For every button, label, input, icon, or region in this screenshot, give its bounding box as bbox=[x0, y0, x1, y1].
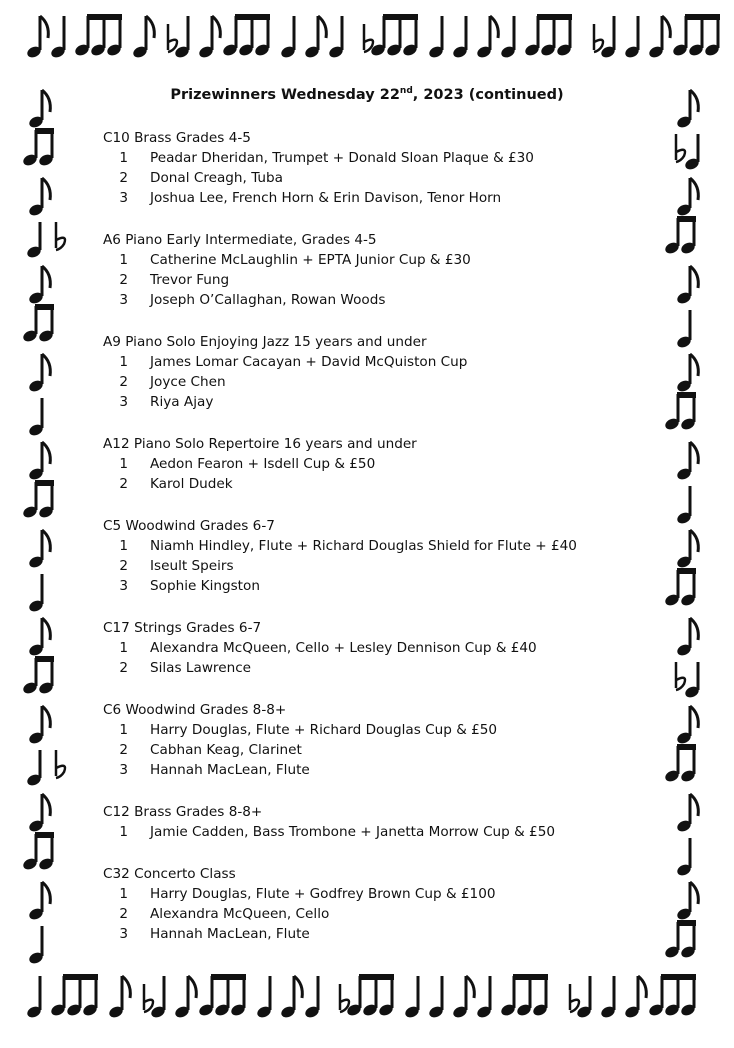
prize-winner: Peadar Dheridan, Trumpet + Donald Sloan Plaque & £30 bbox=[150, 150, 534, 166]
prize-winner: Donal Creagh, Tuba bbox=[150, 170, 284, 186]
class-section bbox=[103, 864, 663, 944]
class-heading: C5 Woodwind Grades 6-7 bbox=[103, 518, 275, 534]
prize-row bbox=[103, 760, 663, 780]
prize-row bbox=[103, 148, 663, 168]
prize-rank: 2 bbox=[119, 742, 128, 758]
prize-row bbox=[103, 250, 663, 270]
prize-row bbox=[103, 188, 663, 208]
prize-row bbox=[103, 270, 663, 290]
bottom-border-notes bbox=[26, 974, 697, 1019]
prize-row bbox=[103, 822, 663, 842]
prize-winner: Joseph O’Callaghan, Rowan Woods bbox=[150, 292, 386, 308]
class-heading: A12 Piano Solo Repertoire 16 years and under bbox=[103, 436, 417, 452]
prize-row bbox=[103, 536, 663, 556]
prize-rank: 1 bbox=[119, 252, 128, 268]
prize-row bbox=[103, 904, 663, 924]
prize-row bbox=[103, 290, 663, 310]
prize-rank: 1 bbox=[119, 150, 128, 166]
prize-winner: Harry Douglas, Flute + Richard Douglas Cup & £50 bbox=[150, 722, 498, 738]
prize-rank: 2 bbox=[119, 906, 128, 922]
prize-winner: Hannah MacLean, Flute bbox=[150, 762, 310, 778]
class-section bbox=[103, 434, 663, 494]
prize-row bbox=[103, 474, 663, 494]
prize-rank: 2 bbox=[119, 476, 128, 492]
class-section bbox=[103, 802, 663, 842]
prize-rank: 3 bbox=[119, 926, 128, 942]
class-heading: C32 Concerto Class bbox=[103, 866, 236, 882]
prize-rank: 1 bbox=[119, 722, 128, 738]
right-border-notes bbox=[664, 90, 701, 959]
class-heading: C10 Brass Grades 4-5 bbox=[103, 130, 251, 146]
prize-rank: 3 bbox=[119, 394, 128, 410]
prize-winner: Catherine McLaughlin + EPTA Junior Cup & £30 bbox=[150, 252, 471, 268]
class-section bbox=[103, 332, 663, 412]
title-text: Prizewinners Wednesday 22 bbox=[170, 86, 400, 103]
class-section bbox=[103, 128, 663, 208]
page-title bbox=[0, 86, 734, 103]
prize-row bbox=[103, 658, 663, 678]
prize-winner: Riya Ajay bbox=[150, 394, 214, 410]
prize-winner: Hannah MacLean, Flute bbox=[150, 926, 310, 942]
prize-winner: Cabhan Keag, Clarinet bbox=[150, 742, 302, 758]
prize-rank: 3 bbox=[119, 292, 128, 308]
class-section bbox=[103, 618, 663, 678]
prize-row bbox=[103, 556, 663, 576]
prize-row bbox=[103, 576, 663, 596]
top-border-notes bbox=[26, 14, 721, 59]
class-section bbox=[103, 230, 663, 310]
prize-rank: 1 bbox=[119, 640, 128, 656]
prize-winner: Iseult Speirs bbox=[150, 558, 234, 574]
prize-winner: Silas Lawrence bbox=[150, 660, 252, 676]
class-section bbox=[103, 516, 663, 596]
prize-rank: 1 bbox=[119, 456, 128, 472]
prize-row bbox=[103, 924, 663, 944]
prize-rank: 2 bbox=[119, 374, 128, 390]
prize-rank: 3 bbox=[119, 190, 128, 206]
prize-rank: 1 bbox=[119, 886, 128, 902]
prize-winner: Joyce Chen bbox=[150, 374, 226, 390]
prize-rank: 1 bbox=[119, 538, 128, 554]
prize-winner: Aedon Fearon + Isdell Cup & £50 bbox=[150, 456, 376, 472]
prize-winner: Harry Douglas, Flute + Godfrey Brown Cup & £100 bbox=[150, 886, 496, 902]
prize-rank: 2 bbox=[119, 272, 128, 288]
prize-rank: 2 bbox=[119, 170, 128, 186]
prize-row bbox=[103, 352, 663, 372]
prize-rank: 3 bbox=[119, 762, 128, 778]
prize-winner: Joshua Lee, French Horn & Erin Davison, Tenor Horn bbox=[150, 190, 502, 206]
class-heading: C12 Brass Grades 8-8+ bbox=[103, 804, 263, 820]
prize-row bbox=[103, 884, 663, 904]
prize-winner: Niamh Hindley, Flute + Richard Douglas Shield for Flute + £40 bbox=[150, 538, 577, 554]
prize-winner: Alexandra McQueen, Cello + Lesley Dennison Cup & £40 bbox=[150, 640, 537, 656]
left-border-notes bbox=[22, 90, 65, 965]
prize-row bbox=[103, 392, 663, 412]
prize-rank: 1 bbox=[119, 824, 128, 840]
prize-row bbox=[103, 720, 663, 740]
title-superscript: nd bbox=[399, 86, 413, 96]
class-section bbox=[103, 700, 663, 780]
class-heading: A6 Piano Early Intermediate, Grades 4-5 bbox=[103, 232, 377, 248]
prize-row bbox=[103, 454, 663, 474]
prize-winner: James Lomar Cacayan + David McQuiston Cup bbox=[150, 354, 468, 370]
prize-winner: Alexandra McQueen, Cello bbox=[150, 906, 330, 922]
class-heading: C6 Woodwind Grades 8-8+ bbox=[103, 702, 287, 718]
prize-row bbox=[103, 740, 663, 760]
class-heading: C17 Strings Grades 6-7 bbox=[103, 620, 262, 636]
prize-rank: 3 bbox=[119, 578, 128, 594]
title-suffix: , 2023 (continued) bbox=[412, 86, 564, 103]
prize-winner: Jamie Cadden, Bass Trombone + Janetta Morrow Cup & £50 bbox=[150, 824, 555, 840]
prize-winner: Karol Dudek bbox=[150, 476, 233, 492]
prize-row bbox=[103, 638, 663, 658]
prize-row bbox=[103, 168, 663, 188]
prize-rank: 2 bbox=[119, 660, 128, 676]
prize-winner: Trevor Fung bbox=[150, 272, 230, 288]
prize-row bbox=[103, 372, 663, 392]
prize-rank: 1 bbox=[119, 354, 128, 370]
class-heading: A9 Piano Solo Enjoying Jazz 15 years and under bbox=[103, 334, 427, 350]
prize-list bbox=[103, 128, 663, 966]
prize-winner: Sophie Kingston bbox=[150, 578, 260, 594]
prize-rank: 2 bbox=[119, 558, 128, 574]
